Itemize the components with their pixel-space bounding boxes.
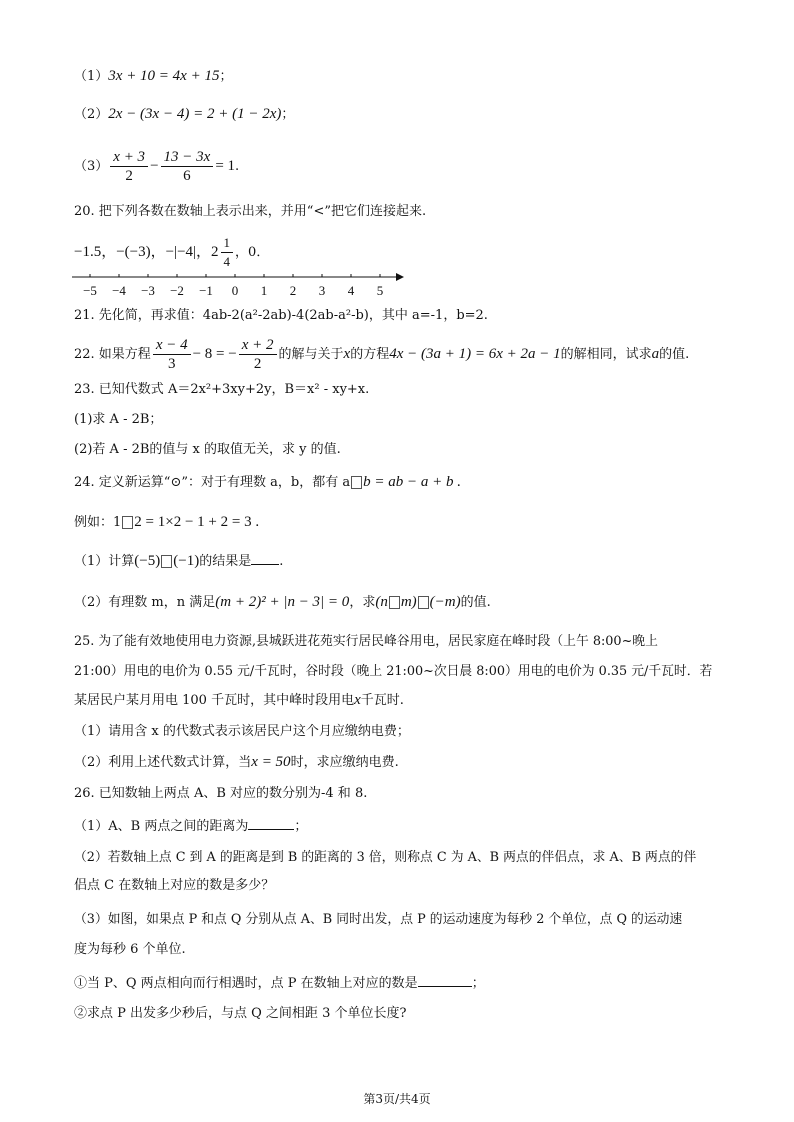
q26-part-2-line-2: 侣点 C 在数轴上对应的数是多少？ bbox=[74, 878, 275, 893]
q20-numbers bbox=[74, 234, 269, 271]
q19-item-3-fraction-1 bbox=[110, 148, 148, 185]
q26-s1-pre: ①当 P、Q 两点相向而行相遇时，点 P 在数轴上对应的数是 bbox=[74, 976, 418, 991]
q26-sub-2: ②求点 P 出发多少秒后，与点 Q 之间相距 3 个单位长度? bbox=[74, 1006, 407, 1021]
operator-box-icon bbox=[418, 596, 429, 609]
q25-line-3 bbox=[74, 690, 404, 711]
q19-item-1-label: （1） bbox=[74, 69, 109, 84]
axis-tick-label: 2 bbox=[289, 283, 297, 298]
q22-frac2-numerator: x + 2 bbox=[239, 336, 277, 355]
q19-item-3-fraction-2 bbox=[161, 148, 214, 185]
axis-tick-label: −2 bbox=[170, 283, 184, 298]
q24-p2-equation: (m + 2)² + |n − 3| = 0 bbox=[215, 594, 350, 610]
q25-line-2: 21:00）用电的电价为 0.55 元/千瓦时，谷时段（晚上 21:00~次日晨 8:00）用电的电价为 0.35 元/千瓦时．若 bbox=[74, 664, 713, 679]
q22-var2: a bbox=[651, 346, 660, 362]
q20-number-line bbox=[66, 268, 406, 300]
q24-p1-end: . bbox=[279, 554, 284, 569]
q24-example bbox=[74, 512, 259, 533]
q24-example-pre: 例如：1 bbox=[74, 515, 122, 530]
q24-p1-post: 的结果是 bbox=[199, 554, 252, 569]
q19-item-3-label: （3） bbox=[74, 159, 109, 174]
q24-part-2 bbox=[74, 592, 491, 613]
axis-tick-label: −5 bbox=[83, 283, 97, 298]
q22-frac1-denominator: 3 bbox=[167, 356, 176, 372]
q22-post: 的值. bbox=[659, 347, 690, 362]
q19-item-2-equation: 2x − (3x − 4) = 2 + (1 − 2x) bbox=[108, 106, 282, 122]
q22-frac1-numerator: x − 4 bbox=[153, 336, 191, 355]
q24-p1-pre: （1）计算 bbox=[74, 554, 135, 569]
q24-title-post: b = ab − a + b . bbox=[363, 474, 461, 490]
q21-text: 21. 先化简，再求值：4ab-2(a²-2ab)-4(2ab-a²-b)，其中 a=-1，b=2. bbox=[74, 308, 488, 323]
axis-tick-label: 0 bbox=[231, 283, 239, 298]
q19-frac2-denominator: 6 bbox=[183, 168, 191, 184]
q25-part-2 bbox=[74, 752, 399, 773]
q24-title bbox=[74, 472, 461, 493]
q19-item-3-operator: − bbox=[150, 158, 159, 174]
q22-frac2-denominator: 2 bbox=[253, 356, 262, 372]
q24-p2-post: 的值. bbox=[460, 595, 491, 610]
q20-mixed-denominator: 4 bbox=[223, 254, 231, 269]
q20-numbers-post: ，0． bbox=[235, 245, 270, 260]
q19-item-2-end: ； bbox=[281, 107, 295, 122]
q26-s1-end: ； bbox=[471, 976, 485, 991]
q25-p2-post: 时，求应缴纳电费. bbox=[290, 755, 399, 770]
q24-p2-c: (−m) bbox=[429, 594, 461, 610]
operator-box-icon bbox=[389, 596, 400, 609]
q26-part-3-line-2: 度为每秒 6 个单位. bbox=[74, 942, 186, 957]
axis-tick-label: 3 bbox=[318, 283, 326, 298]
q19-item-1-equation: 3x + 10 = 4x + 15 bbox=[108, 68, 220, 84]
q24-p2-pre: （2）有理数 m，n 满足 bbox=[74, 595, 216, 610]
q22-equation-2: 4x − (3a + 1) = 6x + 2a − 1 bbox=[389, 346, 561, 362]
axis-tick-label: −4 bbox=[112, 283, 126, 298]
operator-box-icon bbox=[351, 476, 362, 489]
q19-item-3-rhs: = 1 bbox=[215, 158, 236, 174]
page-footer: 第3页/共4页 bbox=[363, 1092, 431, 1106]
q26-part-3-line-1: （3）如图，如果点 P 和点 Q 分别从点 A、B 同时出发，点 P 的运动速度为每秒 2 个单位，点 Q 的运动速 bbox=[74, 912, 683, 927]
q26-sub-1 bbox=[74, 972, 485, 994]
q22-line bbox=[74, 332, 689, 377]
q23-title: 23. 已知代数式 A＝2x²+3xy+2y，B＝x² - xy+x. bbox=[74, 382, 370, 397]
q19-frac1-denominator: 2 bbox=[125, 168, 133, 184]
q22-pre: 22. 如果方程 bbox=[74, 347, 151, 362]
q25-line-1: 25. 为了能有效地使用电力资源,县城跃进花苑实行居民峰谷用电，居民家庭在峰时段（上午 8:00~晚上 bbox=[74, 634, 658, 649]
q24-title-pre: 24. 定义新运算“⊙”：对于有理数 a，b，都有 a bbox=[74, 475, 351, 490]
q22-mid4: 的解相同，试求 bbox=[560, 347, 652, 362]
q26-part-2-line-1: （2）若数轴上点 C 到 A 的距离是到 B 的距离的 3 倍，则称点 C 为 A、B 两点的伴侣点，求 A、B 两点的伴 bbox=[74, 850, 697, 865]
q19-item-1-end: ； bbox=[219, 69, 233, 84]
axis-tick-label: −3 bbox=[141, 283, 155, 298]
axis-tick-label: 1 bbox=[260, 283, 268, 298]
q23-part-1: (1)求 A - 2B； bbox=[74, 412, 163, 427]
q26-title: 26. 已知数轴上两点 A、B 对应的数分别为-4 和 8. bbox=[74, 786, 368, 801]
axis-arrow bbox=[396, 273, 404, 281]
q26-distance-blank[interactable] bbox=[248, 815, 294, 830]
q25-p2-equation: x = 50 bbox=[251, 754, 291, 770]
q22-var: x bbox=[343, 346, 351, 362]
q20-mixed-fraction bbox=[221, 234, 234, 271]
axis-tick-label: −1 bbox=[199, 283, 213, 298]
q19-item-3 bbox=[74, 144, 239, 189]
q19-frac1-numerator: x + 3 bbox=[110, 148, 148, 167]
q19-item-2 bbox=[74, 104, 294, 125]
q22-fraction-2 bbox=[239, 336, 277, 373]
q19-frac2-numerator: 13 − 3x bbox=[161, 148, 214, 167]
q24-part-1 bbox=[74, 550, 283, 572]
axis-tick-label: 5 bbox=[376, 283, 384, 298]
operator-box-icon bbox=[122, 516, 133, 529]
q25-p2-pre: （2）利用上述代数式计算，当 bbox=[74, 755, 252, 770]
q26-meet-blank[interactable] bbox=[418, 972, 472, 987]
q25-line3-var: x bbox=[354, 692, 361, 708]
q20-title: 20. 把下列各数在数轴上表示出来，并用“<”把它们连接起来. bbox=[74, 204, 427, 219]
q22-mid1: − 8 = − bbox=[192, 346, 237, 362]
q22-fraction-1 bbox=[153, 336, 191, 373]
q23-part-2: (2)若 A - 2B的值与 x 的取值无关，求 y 的值. bbox=[74, 442, 341, 457]
axis-ticks bbox=[83, 274, 383, 298]
q19-item-1 bbox=[74, 66, 232, 87]
q25-part-1: （1）请用含 x 的代数式表示该居民户这个月应缴纳电费； bbox=[74, 724, 410, 739]
q20-mixed-numerator: 1 bbox=[221, 234, 234, 253]
q24-answer-blank[interactable] bbox=[251, 550, 279, 565]
q20-numbers-pre: −1.5，−(−3)，−|−4|，2 bbox=[74, 244, 219, 260]
q25-line3-pre: 某居民户某月用电 100 千瓦时，其中峰时段用电 bbox=[74, 693, 355, 708]
q24-p2-mid: ，求 bbox=[349, 595, 376, 610]
q24-p2-b: m) bbox=[400, 594, 417, 610]
q25-line3-post: 千瓦时. bbox=[360, 693, 404, 708]
q19-item-3-end: . bbox=[235, 159, 240, 174]
q24-p1-a: (−5) bbox=[134, 553, 161, 569]
q22-mid3: 的方程 bbox=[350, 347, 390, 362]
q22-mid2: 的解与关于 bbox=[278, 347, 344, 362]
q24-p2-a: (n bbox=[375, 594, 388, 610]
q24-p1-b: (−1) bbox=[173, 553, 200, 569]
operator-box-icon bbox=[161, 555, 172, 568]
q19-item-2-label: （2） bbox=[74, 107, 109, 122]
q26-part-1 bbox=[74, 815, 307, 837]
q26-p1-end: ； bbox=[294, 819, 308, 834]
q24-example-post: 2 = 1×2 − 1 + 2 = 3 . bbox=[134, 514, 260, 530]
axis-tick-label: 4 bbox=[347, 283, 355, 298]
q26-p1-pre: （1）A、B 两点之间的距离为 bbox=[74, 819, 249, 834]
